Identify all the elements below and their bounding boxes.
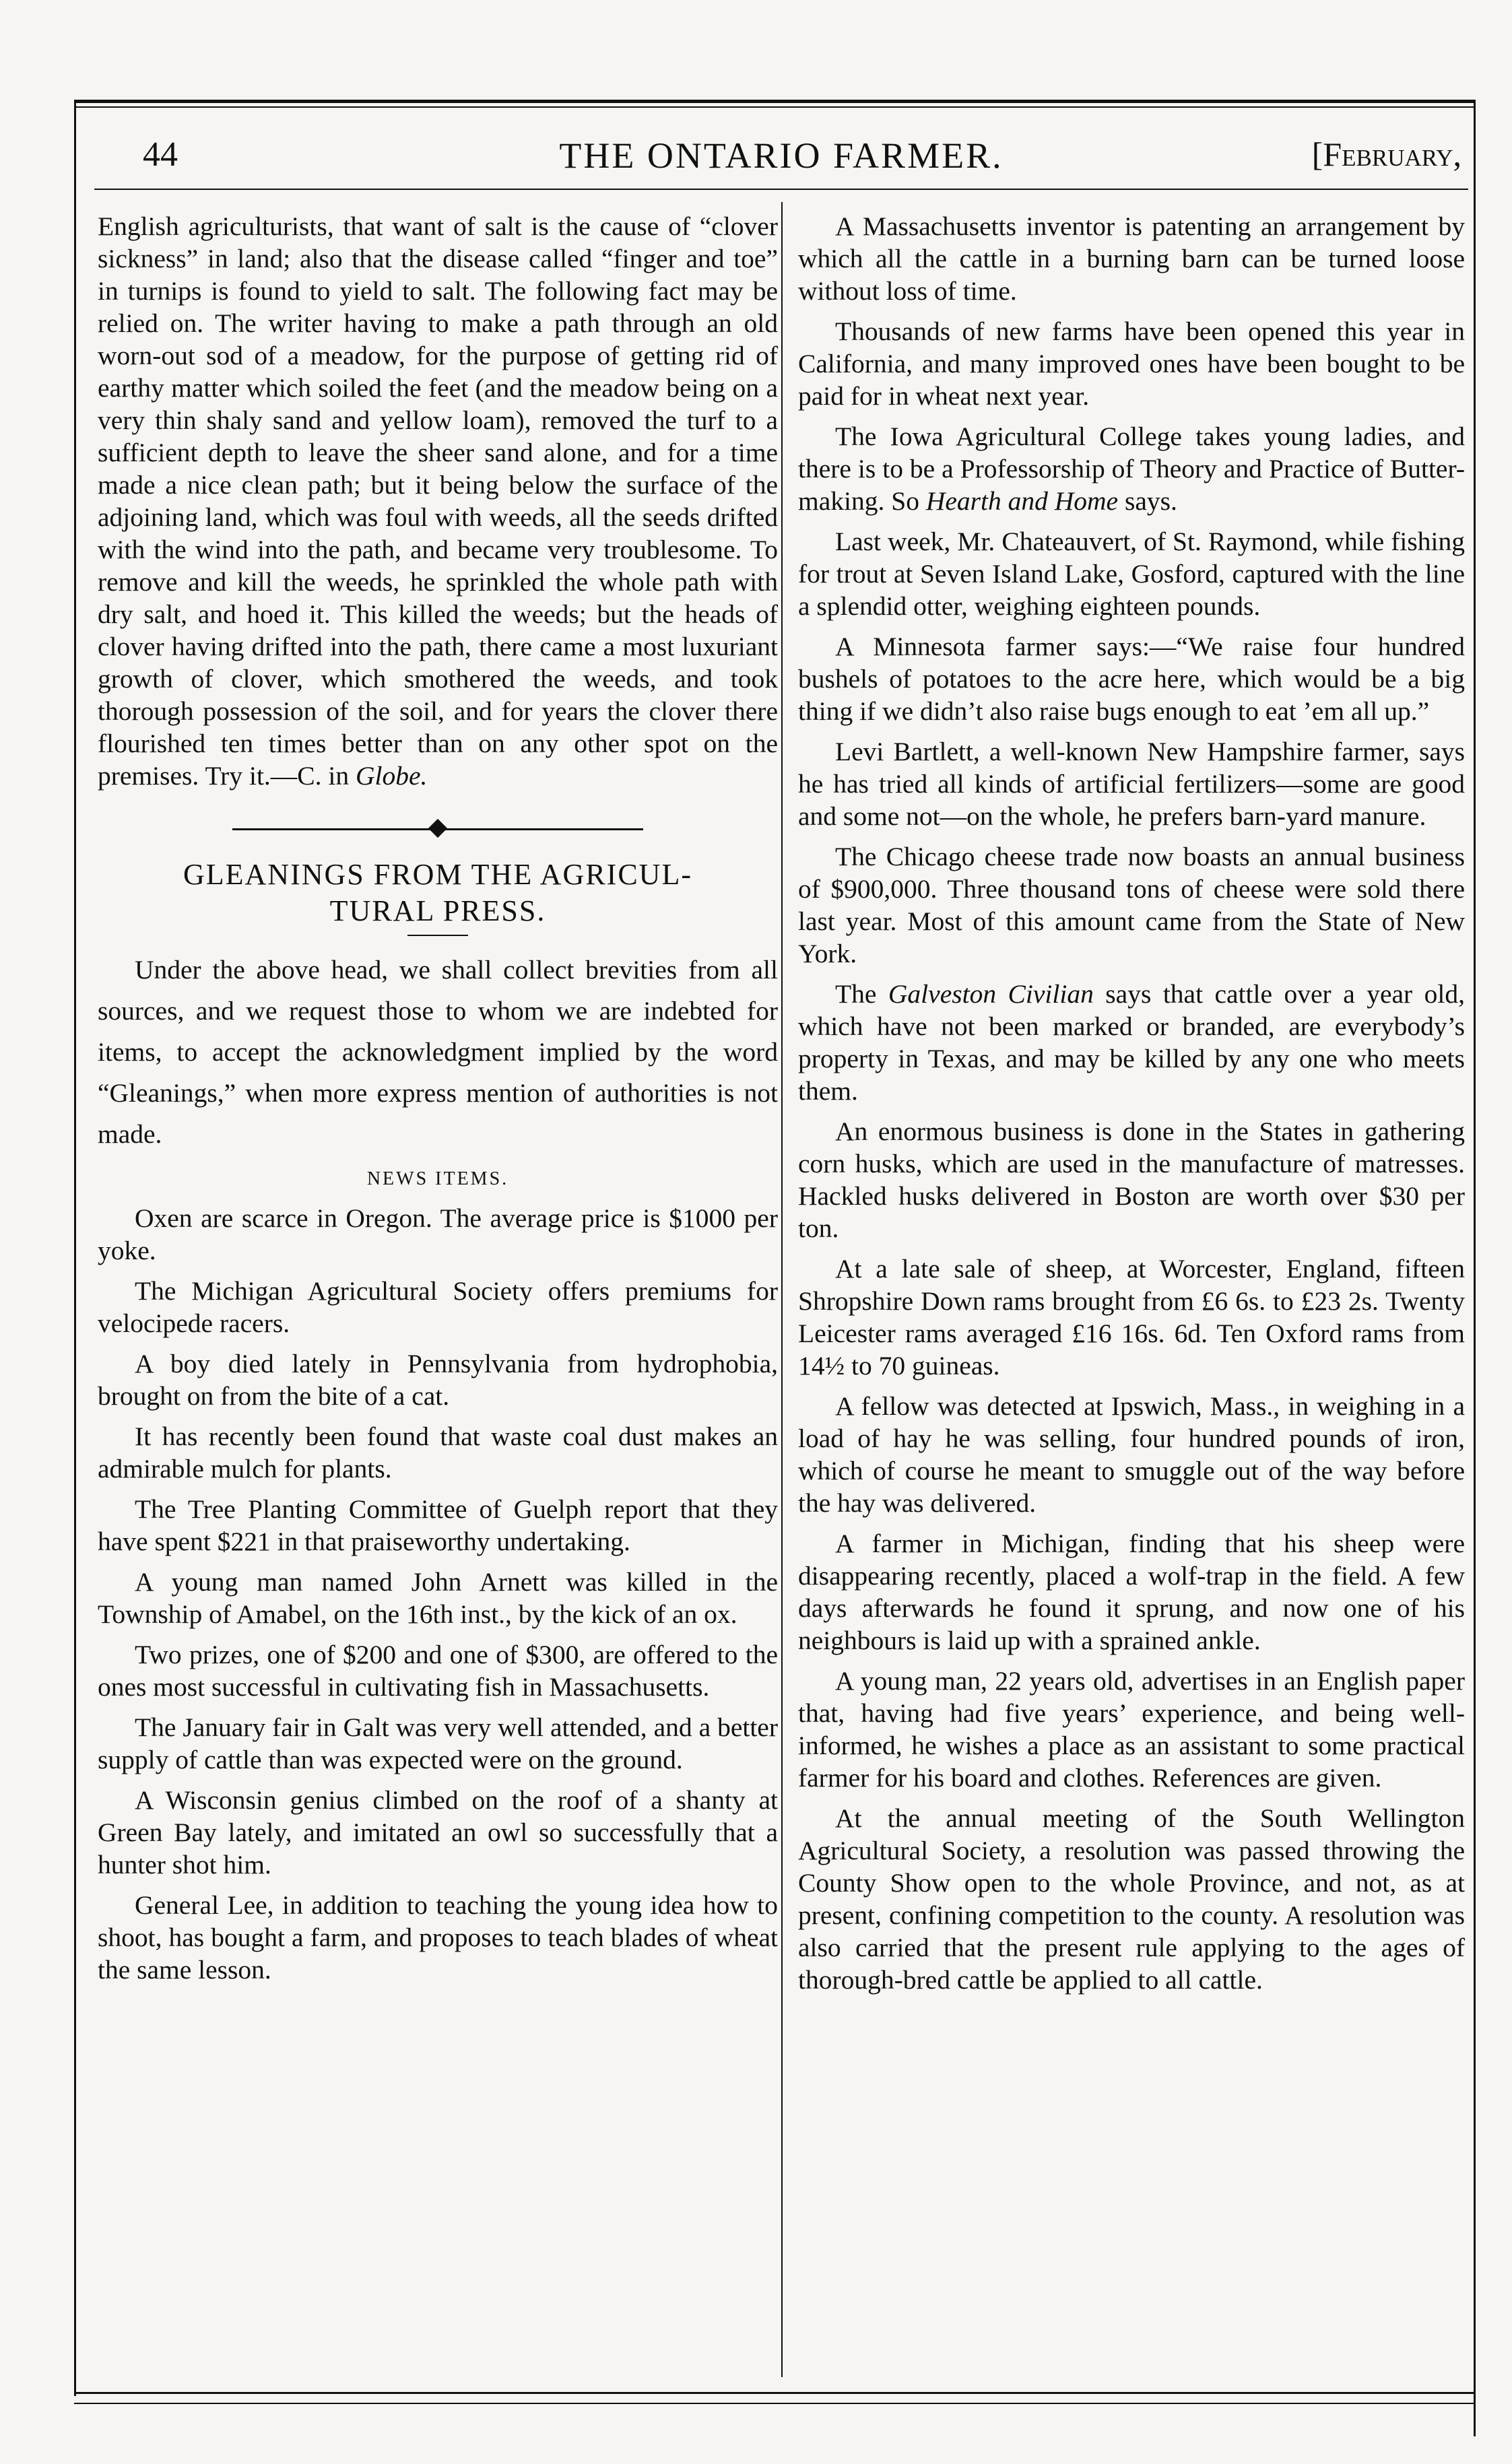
news-items-subhead: NEWS ITEMS. <box>366 1168 509 1189</box>
section-heading <box>98 857 778 929</box>
continued-paragraph <box>98 210 778 792</box>
news-item: General Lee, in addition to teaching the young idea how to shoot, has bought a farm, and proposes to teach blades of wheat the same lesson. <box>98 1890 778 1985</box>
publication-title: THE ONTARIO FARMER. <box>559 135 1004 176</box>
news-item <box>798 978 1465 1107</box>
source-citation: Hearth and Home <box>925 486 1119 516</box>
news-item: A boy died lately in Pennsylvania from hydrophobia, brought on from the bite of a cat. <box>98 1349 778 1411</box>
news-item: The Tree Planting Committee of Guelph report that they have spent $221 in that praiseworthy undertaking. <box>98 1494 778 1556</box>
news-item: The January fair in Galt was very well attended, and a better supply of cattle than was expected were on the ground. <box>98 1712 778 1774</box>
header-rule <box>94 189 1468 190</box>
news-item: A farmer in Michigan, finding that his sheep were disappearing recently, placed a wolf-trap in the field. A few days afterwards he found it sprung, and now one of his neighbours is laid up with a sprained ankle. <box>798 1529 1465 1655</box>
news-item: The Michigan Agricultural Society offers premiums for velocipede racers. <box>98 1276 778 1338</box>
page-border-right <box>1474 100 1476 2436</box>
page-border-top-inner <box>74 106 1475 108</box>
continued-text: English agriculturists, that want of salt is the cause of “clover sickness” in land; also that the disease called “finger and toe” in turnips is found to yield to salt. The following fact may be relied on. The writer having to make a path through an old worn-out sod of a meadow, for the purpose of getting rid of earthy matter which soiled the feet (and the meadow being on a very thin shaly sand and yellow loam), removed the turf to a sufficient depth to leave the sheer sand alone, and for a time made a nice clean path; but it being below the surface of the adjoining land, which was foul with weeds, all the seeds drifted with the wind into the path, and became very troublesome. To remove and kill the weeds, he sprinkled the whole path with dry salt, and hoed it. This killed the weeds; but the heads of clover having drifted into the path, there came a most luxuriant growth of clover, which smothered the weeds, and took thorough possession of the soil, and for years the clover there flourished ten times better than on any other spot on the premises. Try it.—C. in <box>98 211 778 791</box>
page-border-bottom-inner <box>74 2403 1475 2404</box>
news-item: Last week, Mr. Chateauvert, of St. Raymond, while fishing for trout at Seven Island Lake, Gosford, captured with the line a splendid otter, weighing eighteen pounds. <box>798 527 1465 621</box>
page-border-left <box>74 100 76 2396</box>
news-item: It has recently been found that waste coal dust makes an admirable mulch for plants. <box>98 1422 778 1484</box>
news-item-text: says that cattle over a year old, which have not been marked or branded, are everybody’s property in Texas, and may be killed by any one who meets them. <box>798 979 1466 1106</box>
news-item: A young man, 22 years old, advertises in an English paper that, having had five years’ experience, and being well-informed, he wishes a place as an assistant to some practical farmer for his board and clothes. References are given. <box>798 1666 1465 1793</box>
source-citation: Galveston Civilian <box>888 979 1094 1009</box>
news-item-text: The <box>835 979 888 1009</box>
section-divider <box>98 819 778 839</box>
news-item-text: says. <box>1118 486 1177 516</box>
heading-rule <box>407 935 468 936</box>
page-border-bottom <box>74 2392 1475 2394</box>
news-item: Two prizes, one of $200 and one of $300, are offered to the ones most successful in cultivating fish in Massachusetts. <box>98 1640 778 1702</box>
diamond-ornament-icon <box>428 819 447 838</box>
news-item: At a late sale of sheep, at Worcester, England, fifteen Shropshire Down rams brought from £6 6s. to £23 2s. Twenty Leicester rams averaged £16 16s. 6d. Ten Oxford rams from 14½ to 70 guineas. <box>798 1254 1465 1380</box>
column-divider <box>781 202 783 2377</box>
news-item: An enormous business is done in the States in gathering corn husks, which are used in the manufacture of matresses. Hackled husks delivered in Boston are worth over $30 per ton. <box>798 1117 1465 1243</box>
left-column <box>98 210 778 1994</box>
section-heading-line1: GLEANINGS FROM THE AGRICUL- <box>183 858 692 891</box>
news-item: At the annual meeting of the South Wellington Agricultural Society, a resolution was passed throwing the County Show open to the whole Province, and not, as at present, confining competition to the county. A resolution was also carried that the present rule applying to the ages of thorough-bred cattle be applied to all cattle. <box>798 1803 1465 1995</box>
news-item: Oxen are scarce in Oregon. The average price is $1000 per yoke. <box>98 1203 778 1265</box>
news-item: A Wisconsin genius climbed on the roof of a shanty at Green Bay lately, and imitated an owl so successfully that a hunter shot him. <box>98 1785 778 1879</box>
page-number: 44 <box>143 135 178 174</box>
news-item: A fellow was detected at Ipswich, Mass., in weighing in a load of hay he was selling, four hundred pounds of iron, which of course he meant to smuggle out of the way before the hay was delivered. <box>798 1391 1465 1518</box>
news-item-text: The Iowa Agricultural College takes young ladies, and there is to be a Professorship of Theory and Practice of Butter-making. So <box>798 422 1465 516</box>
news-item: A Massachusetts inventor is patenting an arrangement by which all the cattle in a burning barn can be turned loose without loss of time. <box>798 211 1465 306</box>
section-intro: Under the above head, we shall collect brevities from all sources, and we request those to whom we are indebted for items, to accept the acknowledgment implied by the word “Gleanings,” when more express mention of authorities is not made. <box>98 955 778 1149</box>
news-item <box>798 420 1465 517</box>
news-item: A young man named John Arnett was killed in the Township of Amabel, on the 16th inst., by the kick of an ox. <box>98 1567 778 1629</box>
page-border-top <box>74 100 1475 103</box>
news-item: A Minnesota farmer says:—“We raise four hundred bushels of potatoes to the acre here, which would be a big thing if we didn’t also raise bugs enough to eat ’em all up.” <box>798 632 1465 726</box>
running-header <box>94 135 1468 182</box>
source-citation: Globe. <box>355 761 428 791</box>
news-item: The Chicago cheese trade now boasts an annual business of $900,000. Three thousand tons of cheese were sold there last year. Most of this amount came from the State of New York. <box>798 842 1465 968</box>
news-item: Levi Bartlett, a well-known New Hampshire farmer, says he has tried all kinds of artificial fertilizers—some are good and some not—on the whole, he prefers barn-yard manure. <box>798 737 1465 831</box>
right-column <box>798 210 1465 2004</box>
news-item: Thousands of new farms have been opened this year in California, and many improved ones have been bought to be paid for in wheat next year. <box>798 317 1465 411</box>
issue-month: [February, <box>1311 135 1461 173</box>
section-heading-line2: TURAL PRESS. <box>329 894 546 927</box>
